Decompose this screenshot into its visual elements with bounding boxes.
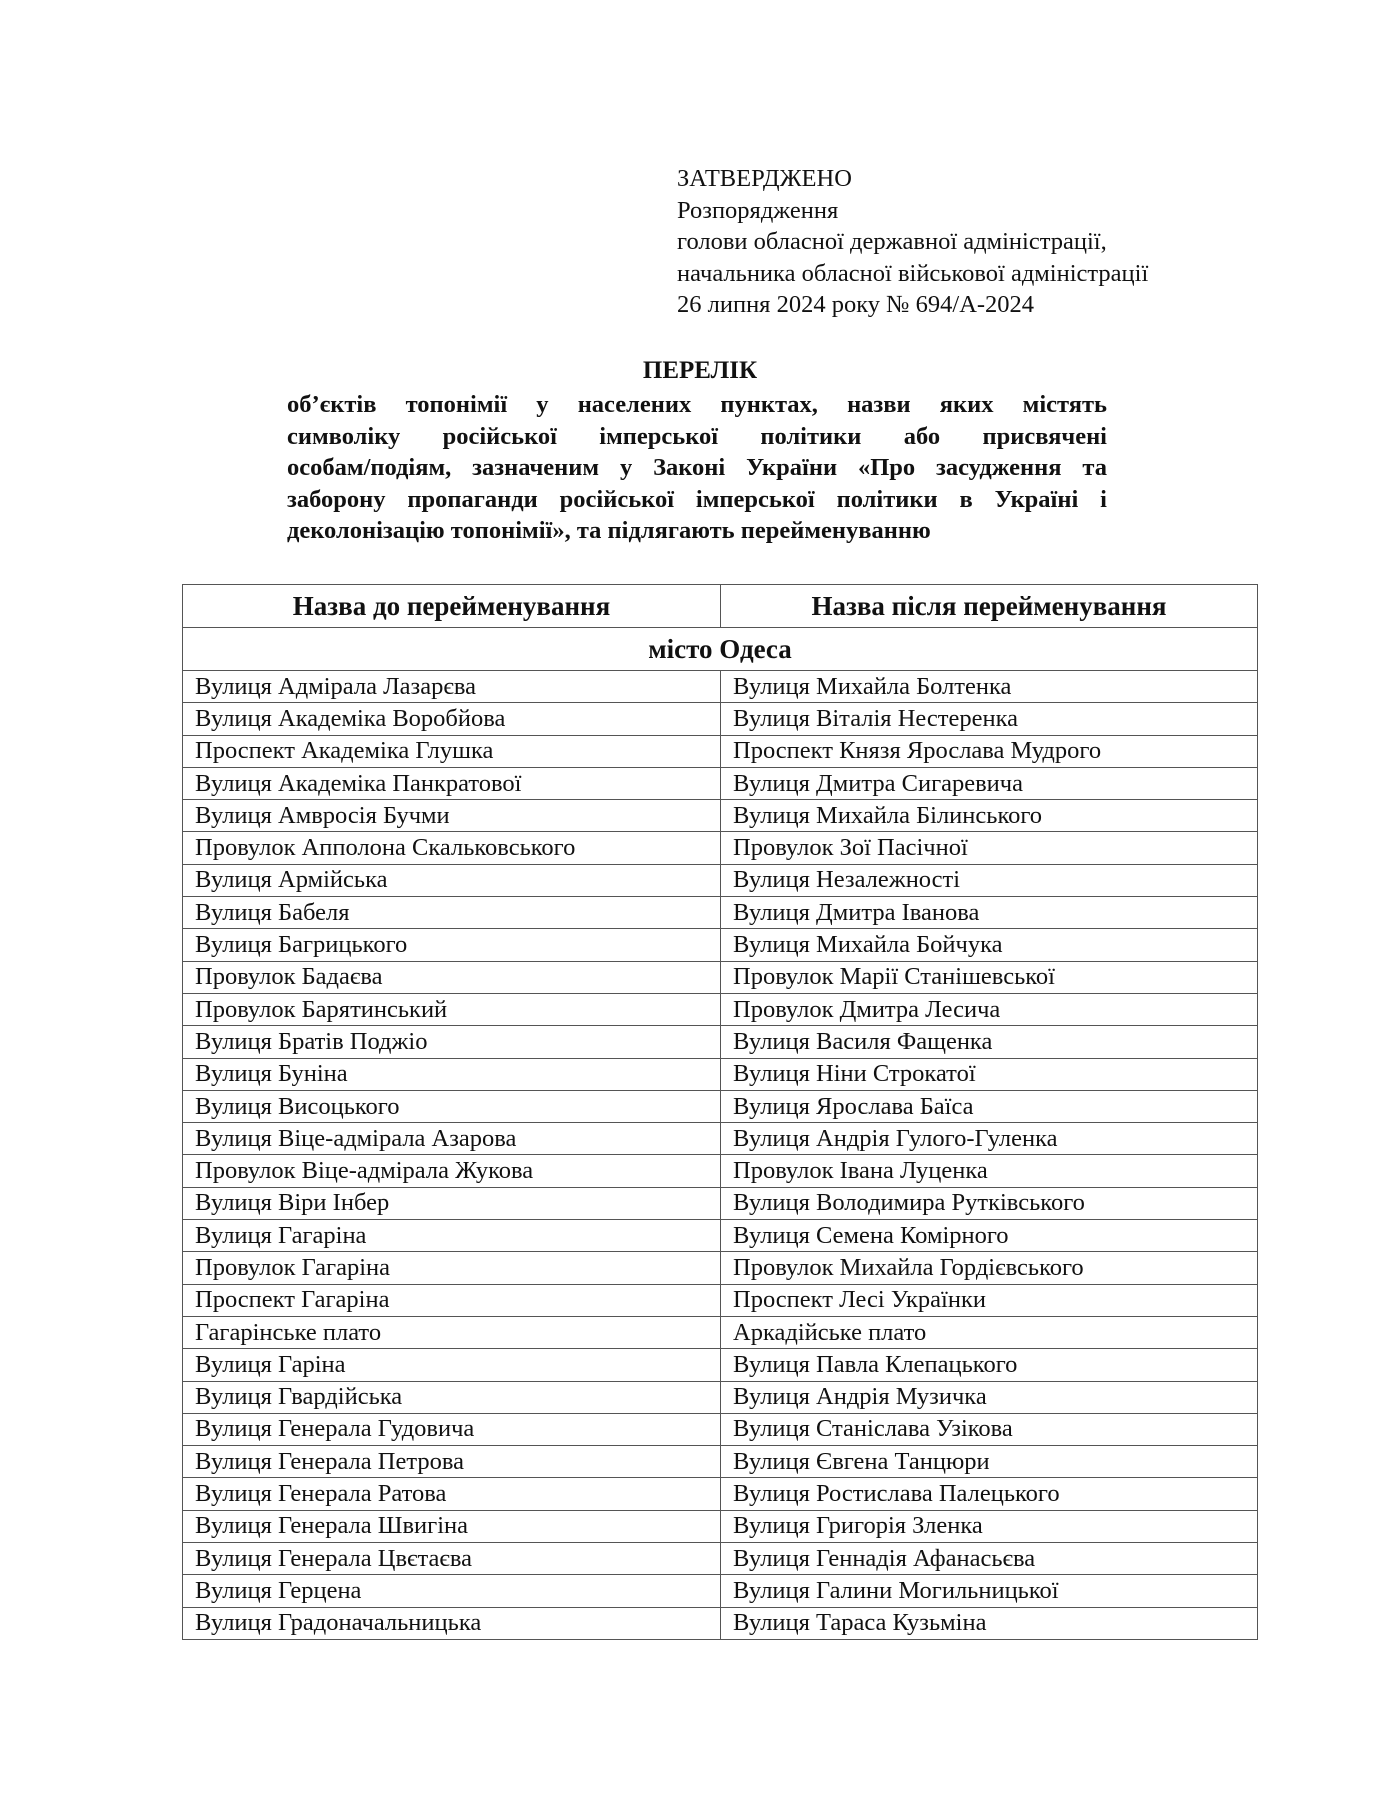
approval-doc-type: Розпорядження bbox=[677, 196, 839, 224]
old-name-cell: Гагарінське плато bbox=[183, 1316, 721, 1348]
new-name-cell: Вулиця Андрія Музичка bbox=[721, 1381, 1258, 1413]
old-name-cell: Вулиця Буніна bbox=[183, 1058, 721, 1090]
table-row bbox=[183, 735, 1258, 767]
table-row bbox=[183, 800, 1258, 832]
old-name-cell: Провулок Барятинський bbox=[183, 993, 721, 1025]
old-name-cell: Вулиця Братів Поджіо bbox=[183, 1026, 721, 1058]
old-name-cell: Вулиця Академіка Воробйова bbox=[183, 703, 721, 735]
table-row bbox=[183, 1123, 1258, 1155]
new-name-cell: Вулиця Андрія Гулого-Гуленка bbox=[721, 1123, 1258, 1155]
old-name-cell: Вулиця Армійська bbox=[183, 864, 721, 896]
old-name-cell: Вулиця Багрицького bbox=[183, 929, 721, 961]
header-new-name: Назва після перейменування bbox=[721, 585, 1258, 628]
subtitle-line: заборону пропаганди російської імперської політики в Україні і bbox=[287, 485, 1107, 513]
new-name-cell: Вулиця Семена Комірного bbox=[721, 1220, 1258, 1252]
table-row bbox=[183, 1090, 1258, 1122]
new-name-cell: Вулиця Геннадія Афанасьєва bbox=[721, 1543, 1258, 1575]
table-row bbox=[183, 1187, 1258, 1219]
table-row bbox=[183, 929, 1258, 961]
table-row bbox=[183, 1284, 1258, 1316]
new-name-cell: Вулиця Михайла Болтенка bbox=[721, 671, 1258, 703]
table-header-row bbox=[183, 585, 1258, 628]
table-row bbox=[183, 767, 1258, 799]
renaming-table bbox=[182, 584, 1258, 1640]
table-row bbox=[183, 703, 1258, 735]
section-city: місто Одеса bbox=[183, 628, 1258, 671]
new-name-cell: Вулиця Дмитра Іванова bbox=[721, 897, 1258, 929]
new-name-cell: Вулиця Галини Могильницької bbox=[721, 1575, 1258, 1607]
subtitle-line: символіку російської імперської політики або присвячені bbox=[287, 422, 1107, 450]
new-name-cell: Провулок Зої Пасічної bbox=[721, 832, 1258, 864]
old-name-cell: Вулиця Герцена bbox=[183, 1575, 721, 1607]
new-name-cell: Вулиця Ростислава Палецького bbox=[721, 1478, 1258, 1510]
old-name-cell: Вулиця Віце-адмірала Азарова bbox=[183, 1123, 721, 1155]
table-row bbox=[183, 1026, 1258, 1058]
table-row bbox=[183, 1220, 1258, 1252]
table-row bbox=[183, 1058, 1258, 1090]
new-name-cell: Вулиця Василя Фащенка bbox=[721, 1026, 1258, 1058]
subtitle-line: об’єктів топонімії у населених пунктах, назви яких містять bbox=[287, 391, 1107, 418]
old-name-cell: Вулиця Гаріна bbox=[183, 1349, 721, 1381]
old-name-cell: Вулиця Амвросія Бучми bbox=[183, 800, 721, 832]
subtitle-line: особам/подіям, зазначеним у Законі України «Про засудження та bbox=[287, 454, 1107, 481]
table-row bbox=[183, 1349, 1258, 1381]
approval-issuer-2: начальника обласної військової адміністрації bbox=[677, 259, 1149, 287]
old-name-cell: Вулиця Віри Інбер bbox=[183, 1187, 721, 1219]
new-name-cell: Вулиця Незалежності bbox=[721, 864, 1258, 896]
new-name-cell: Вулиця Михайла Бойчука bbox=[721, 929, 1258, 961]
old-name-cell: Вулиця Висоцького bbox=[183, 1090, 721, 1122]
section-row bbox=[183, 628, 1258, 671]
old-name-cell: Проспект Академіка Глушка bbox=[183, 735, 721, 767]
new-name-cell: Вулиця Віталія Нестеренка bbox=[721, 703, 1258, 735]
table-row bbox=[183, 1607, 1258, 1639]
table-row bbox=[183, 1575, 1258, 1607]
table-row bbox=[183, 1478, 1258, 1510]
new-name-cell: Вулиця Станіслава Узікова bbox=[721, 1413, 1258, 1445]
new-name-cell: Вулиця Ярослава Баїса bbox=[721, 1090, 1258, 1122]
table-row bbox=[183, 1155, 1258, 1187]
old-name-cell: Вулиця Академіка Панкратової bbox=[183, 767, 721, 799]
old-name-cell: Провулок Віце-адмірала Жукова bbox=[183, 1155, 721, 1187]
new-name-cell: Проспект Лесі Українки bbox=[721, 1284, 1258, 1316]
old-name-cell: Вулиця Адмірала Лазарєва bbox=[183, 671, 721, 703]
new-name-cell: Провулок Михайла Гордієвського bbox=[721, 1252, 1258, 1284]
new-name-cell: Вулиця Григорія Зленка bbox=[721, 1510, 1258, 1542]
new-name-cell: Провулок Дмитра Лесича bbox=[721, 993, 1258, 1025]
old-name-cell: Вулиця Гвардійська bbox=[183, 1381, 721, 1413]
new-name-cell: Провулок Івана Луценка bbox=[721, 1155, 1258, 1187]
old-name-cell: Вулиця Градоначальницька bbox=[183, 1607, 721, 1639]
header-old-name: Назва до перейменування bbox=[183, 585, 721, 628]
old-name-cell: Провулок Апполона Скальковського bbox=[183, 832, 721, 864]
new-name-cell: Проспект Князя Ярослава Мудрого bbox=[721, 735, 1258, 767]
document-title: ПЕРЕЛІК bbox=[642, 357, 758, 384]
approval-issuer-1: голови обласної державної адміністрації, bbox=[677, 228, 1107, 255]
table-row bbox=[183, 897, 1258, 929]
table-row bbox=[183, 864, 1258, 896]
new-name-cell: Вулиця Павла Клепацького bbox=[721, 1349, 1258, 1381]
old-name-cell: Вулиця Генерала Швигіна bbox=[183, 1510, 721, 1542]
table-row bbox=[183, 1510, 1258, 1542]
new-name-cell: Вулиця Володимира Рутківського bbox=[721, 1187, 1258, 1219]
table-row bbox=[183, 1381, 1258, 1413]
document-subtitle bbox=[287, 389, 1107, 547]
old-name-cell: Проспект Гагаріна bbox=[183, 1284, 721, 1316]
old-name-cell: Вулиця Гагаріна bbox=[183, 1220, 721, 1252]
table-row bbox=[183, 1446, 1258, 1478]
table-row bbox=[183, 1316, 1258, 1348]
old-name-cell: Вулиця Бабеля bbox=[183, 897, 721, 929]
new-name-cell: Вулиця Михайла Білинського bbox=[721, 800, 1258, 832]
new-name-cell: Вулиця Дмитра Сигаревича bbox=[721, 767, 1258, 799]
old-name-cell: Вулиця Генерала Гудовича bbox=[183, 1413, 721, 1445]
table-row bbox=[183, 671, 1258, 703]
table-row bbox=[183, 1543, 1258, 1575]
approval-date-number: 26 липня 2024 року № 694/А-2024 bbox=[677, 291, 1035, 318]
approval-status: ЗАТВЕРДЖЕНО bbox=[677, 165, 852, 192]
new-name-cell: Аркадійське плато bbox=[721, 1316, 1258, 1348]
table-row bbox=[183, 832, 1258, 864]
new-name-cell: Вулиця Ніни Строкатої bbox=[721, 1058, 1258, 1090]
table-row bbox=[183, 993, 1258, 1025]
table-row bbox=[183, 1413, 1258, 1445]
table-row bbox=[183, 1252, 1258, 1284]
new-name-cell: Вулиця Євгена Танцюри bbox=[721, 1446, 1258, 1478]
old-name-cell: Вулиця Генерала Цвєтаєва bbox=[183, 1543, 721, 1575]
old-name-cell: Вулиця Генерала Ратова bbox=[183, 1478, 721, 1510]
old-name-cell: Провулок Бадаєва bbox=[183, 961, 721, 993]
table-row bbox=[183, 961, 1258, 993]
old-name-cell: Вулиця Генерала Петрова bbox=[183, 1446, 721, 1478]
subtitle-line: деколонізацію топонімії», та підлягають перейменуванню bbox=[287, 517, 931, 544]
old-name-cell: Провулок Гагаріна bbox=[183, 1252, 721, 1284]
new-name-cell: Провулок Марії Станішевської bbox=[721, 961, 1258, 993]
approval-block bbox=[677, 163, 1148, 321]
new-name-cell: Вулиця Тараса Кузьміна bbox=[721, 1607, 1258, 1639]
